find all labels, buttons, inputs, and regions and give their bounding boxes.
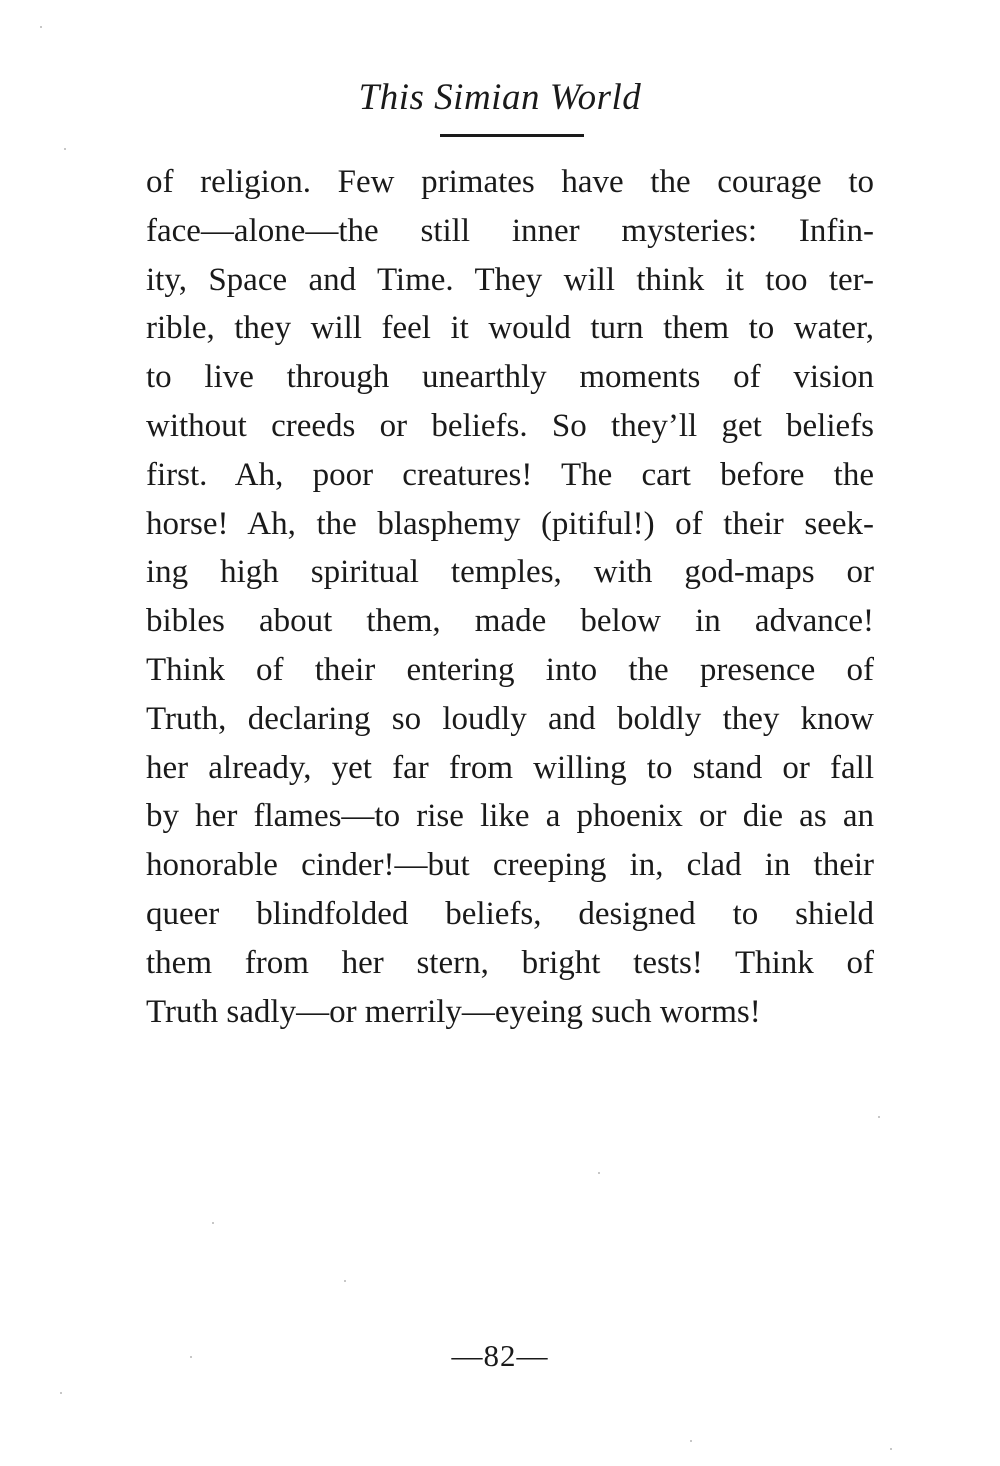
text-line: bibles about them, made below in advance! <box>146 603 874 640</box>
text-line: Think of their entering into the presence of <box>146 651 874 688</box>
text-line: them from her stern, bright tests! Think of <box>146 944 874 981</box>
paper-speck <box>598 1172 600 1174</box>
text-line: of religion. Few primates have the courage to <box>146 164 874 200</box>
text-line: without creeds or beliefs. So they’ll get beliefs <box>146 407 874 444</box>
body-text <box>146 158 874 1036</box>
text-line: ing high spiritual temples, with god-maps or <box>146 554 874 591</box>
text-line: honorable cinder!—but creeping in, clad in their <box>146 847 874 884</box>
text-line: to live through unearthly moments of vision <box>146 359 874 396</box>
running-head: This Simian World <box>358 77 642 118</box>
paper-speck <box>212 1222 214 1224</box>
paper-speck <box>64 148 66 150</box>
paper-speck <box>344 1280 346 1282</box>
head-rule <box>440 134 584 137</box>
page-number: —82— <box>451 1338 549 1373</box>
text-line: first. Ah, poor creatures! The cart before the <box>146 456 874 493</box>
paper-speck <box>890 1448 892 1450</box>
text-line: ity, Space and Time. They will think it too ter- <box>146 261 874 298</box>
text-line: rible, they will feel it would turn them to water, <box>146 310 874 347</box>
text-line: her already, yet far from willing to stand or fall <box>146 749 874 786</box>
paper-speck <box>40 26 42 28</box>
text-line: Truth sadly—or merrily—eyeing such worms! <box>146 993 761 1030</box>
paper-speck <box>60 1392 62 1394</box>
paper-speck <box>878 1116 880 1118</box>
paper-speck <box>190 1356 192 1358</box>
text-line: queer blindfolded beliefs, designed to shield <box>146 895 874 932</box>
text-line: Truth, declaring so loudly and boldly they know <box>146 700 874 737</box>
text-line: horse! Ah, the blasphemy (pitiful!) of their seek- <box>146 505 874 542</box>
text-line: by her flames—to rise like a phoenix or die as an <box>146 798 874 835</box>
paper-speck <box>690 1440 692 1442</box>
text-line: face—alone—the still inner mysteries: Infin- <box>146 212 874 249</box>
